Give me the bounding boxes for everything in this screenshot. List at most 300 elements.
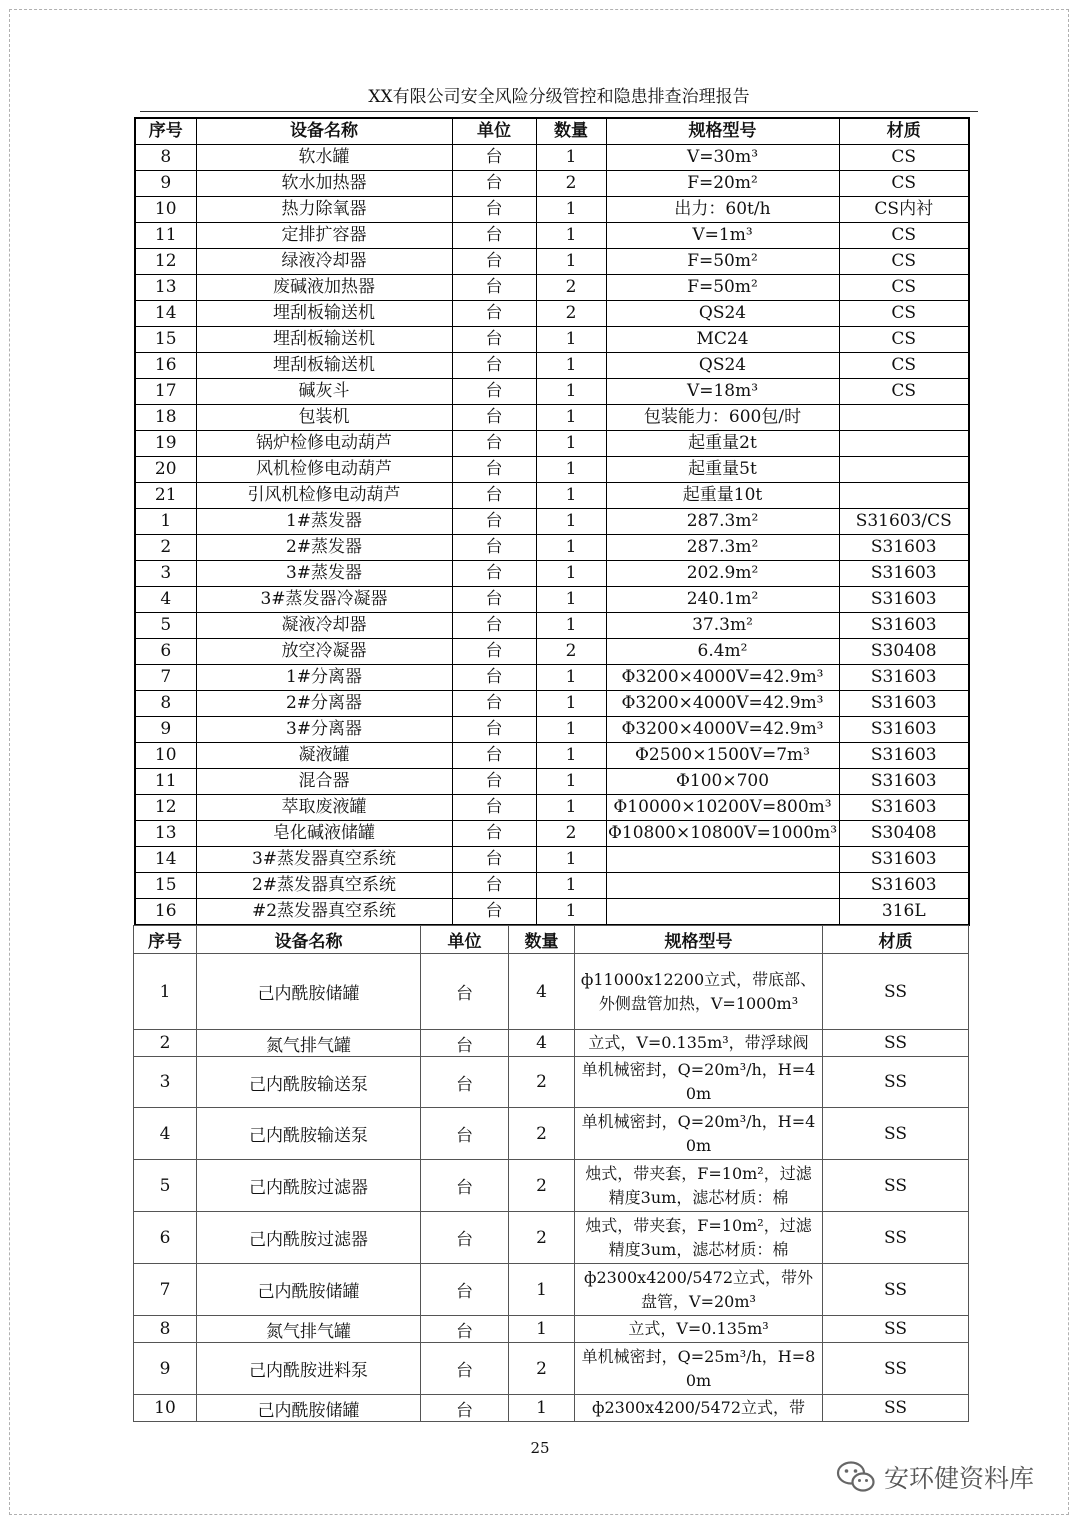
- table-row: [135, 561, 969, 587]
- page-number: 25: [530, 1439, 550, 1457]
- cell-quantity: 1: [536, 483, 606, 509]
- cell-material: S31603: [839, 587, 969, 613]
- cell-quantity: 1: [536, 535, 606, 561]
- cell-spec: 起重量2t: [606, 431, 839, 457]
- table-row: [134, 1316, 969, 1343]
- col-unit-header: 单位: [452, 118, 536, 145]
- cell-index: 10: [134, 1395, 197, 1422]
- cell-material: SS: [823, 1030, 969, 1057]
- cell-index: 2: [135, 535, 196, 561]
- cell-quantity: 2: [536, 275, 606, 301]
- cell-spec: 单机械密封，Q=20m³/h，H=40m: [575, 1108, 823, 1160]
- cell-unit: 台: [421, 1057, 509, 1108]
- cell-index: 9: [135, 717, 196, 743]
- cell-index: 8: [135, 145, 196, 171]
- table-row: [134, 1057, 969, 1108]
- cell-index: 16: [135, 353, 196, 379]
- table-row: [135, 873, 969, 899]
- cell-spec: 立式，V=0.135m³，带浮球阀: [575, 1030, 823, 1057]
- col-name-header: 设备名称: [197, 926, 421, 954]
- cell-index: 10: [135, 743, 196, 769]
- cell-material: 316L: [839, 899, 969, 926]
- cell-material: S31603: [839, 691, 969, 717]
- cell-quantity: 1: [536, 223, 606, 249]
- cell-unit: 台: [452, 847, 536, 873]
- cell-name: 风机检修电动葫芦: [196, 457, 452, 483]
- cell-name: #2蒸发器真空系统: [196, 899, 452, 926]
- cell-material: S31603: [839, 743, 969, 769]
- table-row: [134, 1212, 969, 1264]
- cell-material: S31603/CS: [839, 509, 969, 535]
- cell-quantity: 1: [536, 405, 606, 431]
- cell-material: SS: [823, 1264, 969, 1316]
- cell-unit: 台: [452, 509, 536, 535]
- cell-index: 15: [135, 327, 196, 353]
- cell-spec: 包装能力：600包/时: [606, 405, 839, 431]
- cell-name: 埋刮板输送机: [196, 327, 452, 353]
- cell-index: 17: [135, 379, 196, 405]
- cell-spec: Φ10000×10200V=800m³: [606, 795, 839, 821]
- cell-material: CS: [839, 223, 969, 249]
- cell-spec: 202.9m²: [606, 561, 839, 587]
- cell-unit: 台: [452, 769, 536, 795]
- cell-unit: 台: [452, 301, 536, 327]
- table-row: [135, 821, 969, 847]
- cell-unit: 台: [452, 275, 536, 301]
- cell-index: 12: [135, 249, 196, 275]
- cell-unit: 台: [421, 1212, 509, 1264]
- cell-spec: V=18m³: [606, 379, 839, 405]
- cell-index: 4: [135, 587, 196, 613]
- table-row: [135, 743, 969, 769]
- cell-material: SS: [823, 1395, 969, 1422]
- cell-quantity: 4: [509, 1030, 575, 1057]
- cell-name: 己内酰胺过滤器: [197, 1160, 421, 1212]
- cell-name: 己内酰胺进料泵: [197, 1343, 421, 1395]
- cell-name: 己内酰胺输送泵: [197, 1057, 421, 1108]
- table-row: [135, 249, 969, 275]
- cell-unit: 台: [452, 821, 536, 847]
- cell-index: 9: [134, 1343, 197, 1395]
- table-row: [135, 535, 969, 561]
- cell-quantity: 1: [536, 717, 606, 743]
- cell-name: 氮气排气罐: [197, 1030, 421, 1057]
- cell-name: 1#分离器: [196, 665, 452, 691]
- cell-unit: 台: [452, 483, 536, 509]
- table-row: [135, 899, 969, 926]
- cell-quantity: 2: [536, 301, 606, 327]
- cell-quantity: 1: [536, 353, 606, 379]
- cell-spec: 6.4m²: [606, 639, 839, 665]
- cell-material: S31603: [839, 561, 969, 587]
- table-row: [134, 1343, 969, 1395]
- cell-spec: 烛式，带夹套，F=10m²，过滤精度3um，滤芯材质：棉: [575, 1160, 823, 1212]
- cell-spec: 287.3m²: [606, 535, 839, 561]
- cell-name: 引风机检修电动葫芦: [196, 483, 452, 509]
- document-header: XX有限公司安全风险分级管控和隐患排查治理报告: [368, 87, 750, 107]
- cell-material: CS: [839, 327, 969, 353]
- cell-spec: 烛式，带夹套，F=10m²，过滤精度3um，滤芯材质：棉: [575, 1212, 823, 1264]
- cell-index: 9: [135, 171, 196, 197]
- cell-spec: ф2300x4200/5472立式，带: [575, 1395, 823, 1422]
- cell-quantity: 1: [536, 899, 606, 926]
- cell-quantity: 2: [536, 821, 606, 847]
- cell-name: 埋刮板输送机: [196, 353, 452, 379]
- cell-material: CS: [839, 275, 969, 301]
- table-row: [135, 327, 969, 353]
- cell-unit: 台: [452, 613, 536, 639]
- cell-index: 15: [135, 873, 196, 899]
- cell-name: 己内酰胺储罐: [197, 1395, 421, 1422]
- table-row: [135, 847, 969, 873]
- cell-name: 2#蒸发器真空系统: [196, 873, 452, 899]
- cell-index: 14: [135, 847, 196, 873]
- table-row: [134, 1395, 969, 1422]
- cell-material: S30408: [839, 821, 969, 847]
- cell-unit: 台: [452, 327, 536, 353]
- table-row: [134, 1160, 969, 1212]
- cell-quantity: 1: [536, 509, 606, 535]
- cell-name: 废碱液加热器: [196, 275, 452, 301]
- cell-unit: 台: [452, 405, 536, 431]
- cell-name: 3#蒸发器: [196, 561, 452, 587]
- cell-index: 5: [134, 1160, 197, 1212]
- cell-unit: 台: [452, 197, 536, 223]
- cell-quantity: 1: [536, 665, 606, 691]
- cell-unit: 台: [452, 171, 536, 197]
- cell-name: 锅炉检修电动葫芦: [196, 431, 452, 457]
- cell-unit: 台: [452, 223, 536, 249]
- cell-material: CS: [839, 249, 969, 275]
- cell-material: CS: [839, 145, 969, 171]
- cell-unit: 台: [452, 145, 536, 171]
- equipment-table-2: [133, 925, 969, 1422]
- cell-material: SS: [823, 1057, 969, 1108]
- col-material-header: 材质: [839, 118, 969, 145]
- cell-spec: 出力：60t/h: [606, 197, 839, 223]
- cell-spec: ф11000x12200立式，带底部、外侧盘管加热，V=1000m³: [575, 954, 823, 1030]
- cell-index: 11: [135, 223, 196, 249]
- table-row: [135, 665, 969, 691]
- cell-index: 19: [135, 431, 196, 457]
- table-row: [135, 483, 969, 509]
- table-header-row: [135, 118, 969, 145]
- cell-name: 3#蒸发器真空系统: [196, 847, 452, 873]
- cell-unit: 台: [452, 639, 536, 665]
- cell-material: SS: [823, 1343, 969, 1395]
- cell-unit: 台: [452, 899, 536, 926]
- cell-quantity: 1: [536, 379, 606, 405]
- cell-index: 18: [135, 405, 196, 431]
- cell-spec: 起重量5t: [606, 457, 839, 483]
- table-row: [135, 769, 969, 795]
- col-index-header: 序号: [134, 926, 197, 954]
- wechat-icon: [836, 1460, 876, 1494]
- cell-spec: V=1m³: [606, 223, 839, 249]
- table-row: [135, 145, 969, 171]
- col-name-header: 设备名称: [196, 118, 452, 145]
- cell-unit: 台: [452, 379, 536, 405]
- cell-unit: 台: [452, 457, 536, 483]
- cell-name: 埋刮板输送机: [196, 301, 452, 327]
- cell-index: 14: [135, 301, 196, 327]
- col-material-header: 材质: [823, 926, 969, 954]
- cell-spec: F=50m²: [606, 275, 839, 301]
- table-row: [135, 223, 969, 249]
- col-spec-header: 规格型号: [606, 118, 839, 145]
- cell-index: 4: [134, 1108, 197, 1160]
- cell-name: 软水加热器: [196, 171, 452, 197]
- table-row: [135, 301, 969, 327]
- cell-material: S31603: [839, 613, 969, 639]
- cell-spec: 起重量10t: [606, 483, 839, 509]
- cell-material: SS: [823, 1212, 969, 1264]
- table-row: [135, 275, 969, 301]
- cell-material: CS内衬: [839, 197, 969, 223]
- cell-name: 己内酰胺过滤器: [197, 1212, 421, 1264]
- cell-quantity: 1: [536, 457, 606, 483]
- table-row: [134, 1030, 969, 1057]
- cell-spec: 37.3m²: [606, 613, 839, 639]
- cell-unit: 台: [421, 954, 509, 1030]
- cell-material: SS: [823, 1160, 969, 1212]
- table-row: [135, 431, 969, 457]
- header-rule: [140, 111, 978, 112]
- cell-index: 13: [135, 821, 196, 847]
- table-row: [134, 954, 969, 1030]
- cell-name: 己内酰胺储罐: [197, 954, 421, 1030]
- cell-unit: 台: [452, 743, 536, 769]
- table-row: [135, 613, 969, 639]
- cell-material: S31603: [839, 873, 969, 899]
- cell-name: 放空冷凝器: [196, 639, 452, 665]
- cell-material: CS: [839, 379, 969, 405]
- cell-material: S31603: [839, 795, 969, 821]
- cell-quantity: 2: [536, 639, 606, 665]
- cell-name: 软水罐: [196, 145, 452, 171]
- cell-quantity: 2: [509, 1343, 575, 1395]
- cell-name: 1#蒸发器: [196, 509, 452, 535]
- cell-quantity: 1: [536, 587, 606, 613]
- table-row: [135, 171, 969, 197]
- cell-quantity: 2: [509, 1160, 575, 1212]
- cell-material: SS: [823, 1108, 969, 1160]
- cell-unit: 台: [452, 717, 536, 743]
- cell-spec: MC24: [606, 327, 839, 353]
- col-quantity-header: 数量: [536, 118, 606, 145]
- cell-name: 萃取废液罐: [196, 795, 452, 821]
- cell-index: 10: [135, 197, 196, 223]
- cell-unit: 台: [452, 665, 536, 691]
- cell-name: 2#蒸发器: [196, 535, 452, 561]
- cell-unit: 台: [452, 535, 536, 561]
- cell-unit: 台: [452, 587, 536, 613]
- col-quantity-header: 数量: [509, 926, 575, 954]
- cell-quantity: 1: [536, 769, 606, 795]
- cell-material: S31603: [839, 847, 969, 873]
- cell-quantity: 1: [509, 1316, 575, 1343]
- cell-unit: 台: [452, 561, 536, 587]
- cell-index: 7: [135, 665, 196, 691]
- cell-unit: 台: [452, 353, 536, 379]
- cell-unit: 台: [421, 1264, 509, 1316]
- cell-material: CS: [839, 171, 969, 197]
- cell-spec: Φ3200×4000V=42.9m³: [606, 691, 839, 717]
- cell-unit: 台: [452, 795, 536, 821]
- cell-spec: 单机械密封，Q=25m³/h，H=80m: [575, 1343, 823, 1395]
- cell-spec: QS24: [606, 353, 839, 379]
- table-row: [134, 1108, 969, 1160]
- cell-material: SS: [823, 1316, 969, 1343]
- table-row: [135, 509, 969, 535]
- cell-spec: [606, 873, 839, 899]
- cell-name: 2#分离器: [196, 691, 452, 717]
- cell-spec: 单机械密封，Q=20m³/h，H=40m: [575, 1057, 823, 1108]
- cell-index: 20: [135, 457, 196, 483]
- table-row: [135, 379, 969, 405]
- table-row: [135, 691, 969, 717]
- cell-quantity: 2: [509, 1057, 575, 1108]
- cell-spec: [606, 847, 839, 873]
- cell-unit: 台: [452, 431, 536, 457]
- col-unit-header: 单位: [421, 926, 509, 954]
- cell-material: S31603: [839, 717, 969, 743]
- cell-name: 3#蒸发器冷凝器: [196, 587, 452, 613]
- cell-name: 碱灰斗: [196, 379, 452, 405]
- cell-unit: 台: [421, 1316, 509, 1343]
- cell-spec: F=20m²: [606, 171, 839, 197]
- cell-quantity: 1: [536, 431, 606, 457]
- cell-material: S31603: [839, 769, 969, 795]
- cell-unit: 台: [421, 1030, 509, 1057]
- cell-quantity: 1: [536, 847, 606, 873]
- cell-spec: Φ3200×4000V=42.9m³: [606, 665, 839, 691]
- cell-quantity: 1: [536, 249, 606, 275]
- cell-index: 12: [135, 795, 196, 821]
- cell-index: 16: [135, 899, 196, 926]
- cell-quantity: 1: [536, 327, 606, 353]
- table-row: [134, 1264, 969, 1316]
- cell-unit: 台: [421, 1160, 509, 1212]
- cell-spec: F=50m²: [606, 249, 839, 275]
- cell-index: 6: [134, 1212, 197, 1264]
- cell-material: S30408: [839, 639, 969, 665]
- cell-name: 包装机: [196, 405, 452, 431]
- cell-name: 凝液冷却器: [196, 613, 452, 639]
- cell-spec: Φ100×700: [606, 769, 839, 795]
- cell-name: 己内酰胺储罐: [197, 1264, 421, 1316]
- cell-spec: QS24: [606, 301, 839, 327]
- table-row: [135, 587, 969, 613]
- table-row: [135, 405, 969, 431]
- cell-unit: 台: [421, 1343, 509, 1395]
- col-spec-header: 规格型号: [575, 926, 823, 954]
- cell-quantity: 1: [536, 613, 606, 639]
- cell-quantity: 2: [536, 171, 606, 197]
- cell-spec: ф2300x4200/5472立式，带外盘管，V=20m³: [575, 1264, 823, 1316]
- cell-spec: [606, 899, 839, 926]
- cell-index: 3: [134, 1057, 197, 1108]
- cell-name: 凝液罐: [196, 743, 452, 769]
- cell-unit: 台: [421, 1395, 509, 1422]
- equipment-table-1: [134, 117, 970, 926]
- table-row: [135, 795, 969, 821]
- cell-index: 13: [135, 275, 196, 301]
- cell-quantity: 1: [536, 691, 606, 717]
- cell-quantity: 1: [536, 561, 606, 587]
- cell-material: [839, 431, 969, 457]
- cell-quantity: 1: [536, 197, 606, 223]
- cell-name: 定排扩容器: [196, 223, 452, 249]
- cell-quantity: 1: [509, 1264, 575, 1316]
- watermark-text: 安环健资料库: [884, 1464, 1035, 1493]
- table-row: [135, 457, 969, 483]
- cell-name: 热力除氧器: [196, 197, 452, 223]
- cell-material: CS: [839, 301, 969, 327]
- cell-material: [839, 483, 969, 509]
- cell-material: CS: [839, 353, 969, 379]
- cell-index: 5: [135, 613, 196, 639]
- cell-spec: Φ10800×10800V=1000m³: [606, 821, 839, 847]
- cell-name: 混合器: [196, 769, 452, 795]
- cell-unit: 台: [452, 691, 536, 717]
- cell-index: 8: [135, 691, 196, 717]
- cell-unit: 台: [421, 1108, 509, 1160]
- cell-index: 8: [134, 1316, 197, 1343]
- cell-spec: 240.1m²: [606, 587, 839, 613]
- cell-unit: 台: [452, 873, 536, 899]
- col-index-header: 序号: [135, 118, 196, 145]
- cell-material: [839, 405, 969, 431]
- table-header-row: [134, 926, 969, 954]
- cell-index: 7: [134, 1264, 197, 1316]
- cell-quantity: 1: [536, 795, 606, 821]
- cell-index: 1: [134, 954, 197, 1030]
- cell-quantity: 1: [536, 873, 606, 899]
- table-row: [135, 717, 969, 743]
- cell-name: 绿液冷却器: [196, 249, 452, 275]
- cell-material: S31603: [839, 535, 969, 561]
- cell-quantity: 4: [509, 954, 575, 1030]
- cell-index: 6: [135, 639, 196, 665]
- cell-quantity: 2: [509, 1212, 575, 1264]
- cell-material: [839, 457, 969, 483]
- cell-material: SS: [823, 954, 969, 1030]
- cell-index: 2: [134, 1030, 197, 1057]
- cell-spec: Φ3200×4000V=42.9m³: [606, 717, 839, 743]
- cell-name: 己内酰胺输送泵: [197, 1108, 421, 1160]
- cell-unit: 台: [452, 249, 536, 275]
- cell-spec: Φ2500×1500V=7m³: [606, 743, 839, 769]
- cell-quantity: 1: [536, 743, 606, 769]
- cell-index: 3: [135, 561, 196, 587]
- table-row: [135, 353, 969, 379]
- cell-index: 11: [135, 769, 196, 795]
- cell-quantity: 1: [509, 1395, 575, 1422]
- table-row: [135, 639, 969, 665]
- cell-index: 21: [135, 483, 196, 509]
- cell-material: S31603: [839, 665, 969, 691]
- cell-name: 氮气排气罐: [197, 1316, 421, 1343]
- cell-name: 皂化碱液储罐: [196, 821, 452, 847]
- cell-quantity: 2: [509, 1108, 575, 1160]
- watermark: [836, 1455, 1034, 1499]
- cell-spec: 立式，V=0.135m³: [575, 1316, 823, 1343]
- cell-name: 3#分离器: [196, 717, 452, 743]
- cell-index: 1: [135, 509, 196, 535]
- cell-quantity: 1: [536, 145, 606, 171]
- cell-spec: 287.3m²: [606, 509, 839, 535]
